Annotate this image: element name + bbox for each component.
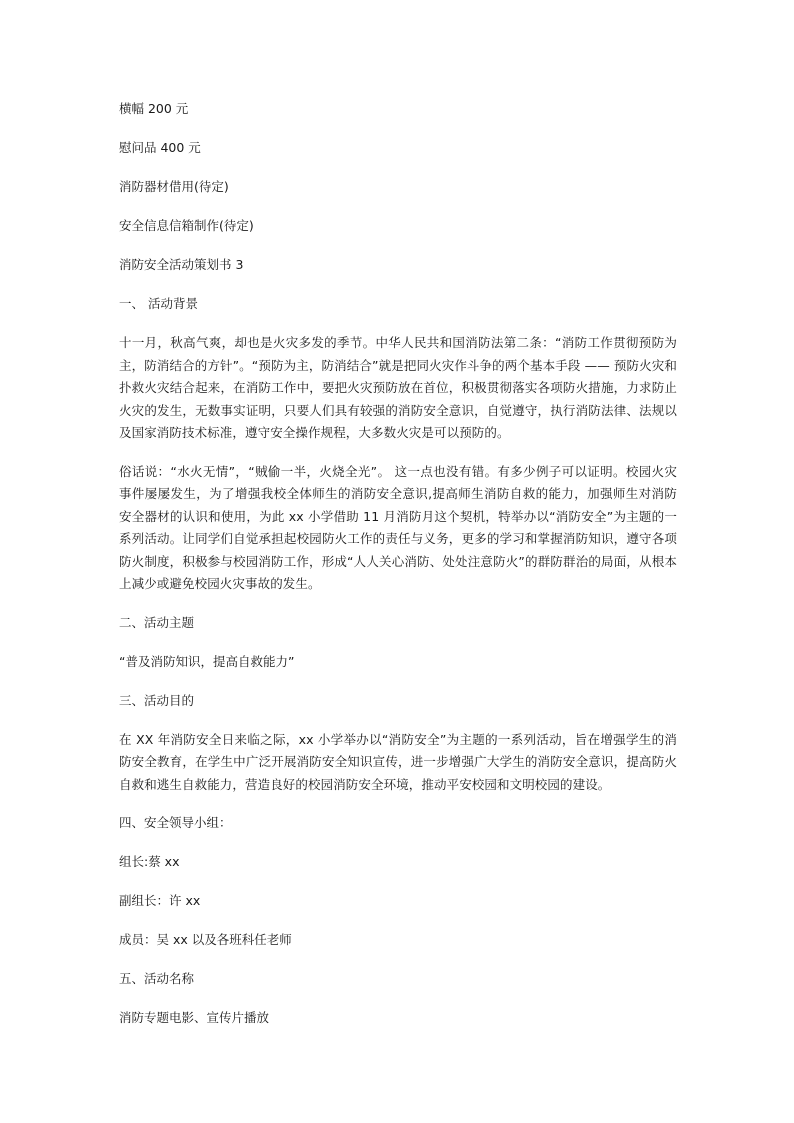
budget-banner: 横幅 200 元: [119, 101, 189, 116]
document-content: [119, 98, 677, 1046]
section4-leader: 组长:蔡 xx: [119, 854, 180, 869]
plan-title: 消防安全活动策划书 3: [119, 257, 244, 272]
budget-gifts: 慰问品 400 元: [119, 140, 201, 155]
section2-heading: 二、活动主题: [119, 614, 195, 630]
budget-mailbox: 安全信息信箱制作(待定): [119, 218, 254, 233]
section1-paragraph-2: 俗话说：“水火无情”，“贼偷一半，火烧全光”。 这一点也没有错。有多少例子可以证明。校园火灾事件屡屡发生，为了增强我校全体师生的消防安全意识,提高师生消防自救的能力，加强师生对消防安全器材的认识和使用，为此 xx 小学借助 11 月消防月这个契机，特举办以“消防安全”为主题的一系列活动。让同学们自觉承担起校园防火工作的责任与义务，更多的学习和掌握消防知识，遵守各项防火制度，积极参与校园消防工作，形成“人人关心消防、处处注意防火”的群防群治的局面，从根本上减少或避免校园火灾事故的发生。: [119, 463, 677, 591]
section5-activity: 消防专题电影、宣传片播放: [119, 1010, 270, 1025]
section3-heading: 三、活动目的: [119, 692, 195, 708]
section5-heading: 五、活动名称: [119, 971, 195, 986]
section1-heading: 一、 活动背景: [119, 296, 198, 311]
section2-theme: “普及消防知识，提高自救能力”: [119, 653, 295, 669]
section3-paragraph: 在 XX 年消防安全日来临之际，xx 小学举办以“消防安全”为主题的一系列活动，旨在增强学生的消防安全教育，在学生中广泛开展消防安全知识宣传，进一步增强广大学生的消防安全意识，提高防火自救和逃生自救能力，营造良好的校园消防安全环境，推动平安校园和文明校园的建设。: [119, 731, 677, 792]
section4-heading: 四、安全领导小组：: [119, 815, 232, 830]
budget-equipment: 消防器材借用(待定): [119, 179, 229, 194]
section1-paragraph-1: 十一月，秋高气爽，却也是火灾多发的季节。中华人民共和国消防法第二条：“消防工作贯彻预防为主，防消结合的方针”。“预防为主，防消结合”就是把同火灾作斗争的两个基本手段 —— 预防火灾和扑救火灾结合起来，在消防工作中，要把火灾预防放在首位，积极贯彻落实各项防火措施，力求防止火灾的发生，无数事实证明，只要人们具有较强的消防安全意识，自觉遵守，执行消防法律、法规以及国家消防技术标准，遵守安全操作规程，大多数火灾是可以预防的。: [119, 335, 677, 440]
section4-members: 成员：吴 xx 以及各班科任老师: [119, 932, 292, 947]
section4-deputy: 副组长：许 xx: [119, 893, 201, 908]
